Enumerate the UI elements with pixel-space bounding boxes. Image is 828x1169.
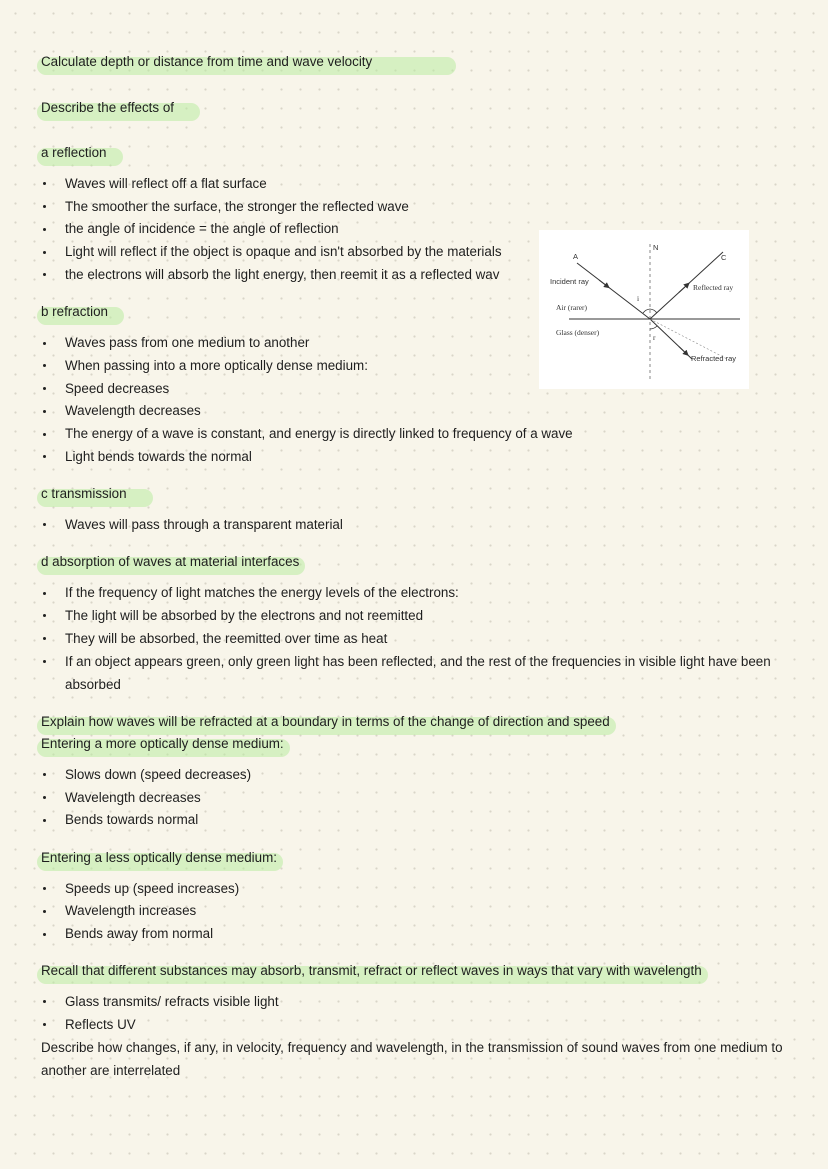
refraction-diagram-svg	[539, 230, 749, 389]
heading-reflection: a reflection	[41, 145, 107, 160]
bullet-dot	[43, 251, 46, 254]
heading-describe-changes: Describe how changes, if any, in velocity, frequency and wavelength, in the transmission of sound waves from one medium to another are interrelated	[41, 1040, 783, 1078]
heading-transmission: c transmission	[41, 486, 127, 501]
list-item: Waves pass from one medium to another	[65, 335, 310, 350]
list-item: Light bends towards the normal	[65, 449, 252, 464]
bullet-dot	[43, 796, 46, 799]
bullet-dot	[43, 1000, 46, 1003]
heading-entering-less: Entering a less optically dense medium:	[41, 850, 277, 865]
list-item: Bends towards normal	[65, 812, 199, 827]
angle-reflect-arc	[650, 309, 657, 313]
heading-explain: Explain how waves will be refracted at a boundary in terms of the change of direction and speed	[41, 714, 610, 729]
list-item: the electrons will absorb the light energy, then reemit it as a reflected wav	[65, 267, 500, 282]
label-c: C	[721, 253, 727, 262]
list-item: Speed decreases	[65, 381, 170, 396]
angle-r-arc	[650, 326, 657, 329]
bullet-dot	[43, 410, 46, 413]
list-item: the angle of incidence = the angle of reflection	[65, 221, 339, 236]
list-item: When passing into a more optically dense medium:	[65, 358, 368, 373]
list-item: Wavelength decreases	[65, 403, 201, 418]
list-item: Light will reflect if the object is opaque and isn't absorbed by the materials	[65, 244, 502, 259]
label-glass: Glass (denser)	[556, 328, 600, 337]
label-angle-i: i	[637, 294, 640, 303]
list-item: The energy of a wave is constant, and energy is directly linked to frequency of a wave	[65, 426, 573, 441]
heading-calculate: Calculate depth or distance from time and wave velocity	[41, 54, 373, 69]
bullet-dot	[43, 614, 46, 617]
label-refracted: Refracted ray	[691, 354, 737, 363]
list-item: Bends away from normal	[65, 926, 214, 941]
label-angle-r: r	[653, 333, 656, 342]
list-item: Reflects UV	[65, 1017, 136, 1032]
bullet-dot	[43, 592, 46, 595]
heading-describe-effects: Describe the effects of	[41, 100, 174, 115]
bullet-dot	[43, 455, 46, 458]
bullet-dot	[43, 342, 46, 345]
bullet-dot	[43, 660, 46, 663]
heading-absorption: d absorption of waves at material interfaces	[41, 554, 300, 569]
label-reflected: Reflected ray	[693, 283, 734, 292]
bullet-dot	[43, 387, 46, 390]
bullet-dot	[43, 1023, 46, 1026]
bullet-dot	[43, 910, 46, 913]
label-a: A	[573, 252, 579, 261]
angle-i-arc	[643, 309, 650, 313]
label-n: N	[653, 243, 659, 252]
bullet-dot	[43, 228, 46, 231]
bullet-dot	[43, 773, 46, 776]
bullet-dot	[43, 819, 46, 822]
heading-refraction: b refraction	[41, 304, 108, 319]
list-item: Speeds up (speed increases)	[65, 881, 240, 896]
bullet-dot	[43, 523, 46, 526]
bullet-dot	[43, 887, 46, 890]
bullet-dot	[43, 182, 46, 185]
bullet-dot	[43, 637, 46, 640]
list-item: The smoother the surface, the stronger the reflected wave	[65, 199, 409, 214]
list-item: Wavelength decreases	[65, 790, 201, 805]
bullet-dot	[43, 205, 46, 208]
heading-entering-more: Entering a more optically dense medium:	[41, 736, 284, 751]
list-item: Waves will pass through a transparent material	[65, 517, 343, 532]
list-item: The light will be absorbed by the electrons and not reemitted	[65, 608, 424, 623]
heading-recall: Recall that different substances may absorb, transmit, refract or reflect waves in ways that vary with wavelength	[41, 963, 702, 978]
refraction-diagram	[539, 230, 749, 389]
list-item: They will be absorbed, the reemitted over time as heat	[65, 631, 388, 646]
list-item: Slows down (speed decreases)	[65, 767, 252, 782]
bullet-dot	[43, 433, 46, 436]
incident-ray	[577, 263, 650, 319]
list-item: Glass transmits/ refracts visible light	[65, 994, 279, 1009]
bullet-dot	[43, 364, 46, 367]
list-item: If the frequency of light matches the energy levels of the electrons:	[65, 585, 459, 600]
bullet-dot	[43, 273, 46, 276]
list-item: Wavelength increases	[65, 903, 197, 918]
label-air: Air (rarer)	[556, 303, 588, 312]
list-item: If an object appears green, only green light has been reflected, and the rest of the frequencies in visible light have been absorbed	[65, 654, 771, 692]
label-incident: Incident ray	[550, 277, 589, 286]
list-item: Waves will reflect off a flat surface	[65, 176, 267, 191]
bullet-dot	[43, 933, 46, 936]
